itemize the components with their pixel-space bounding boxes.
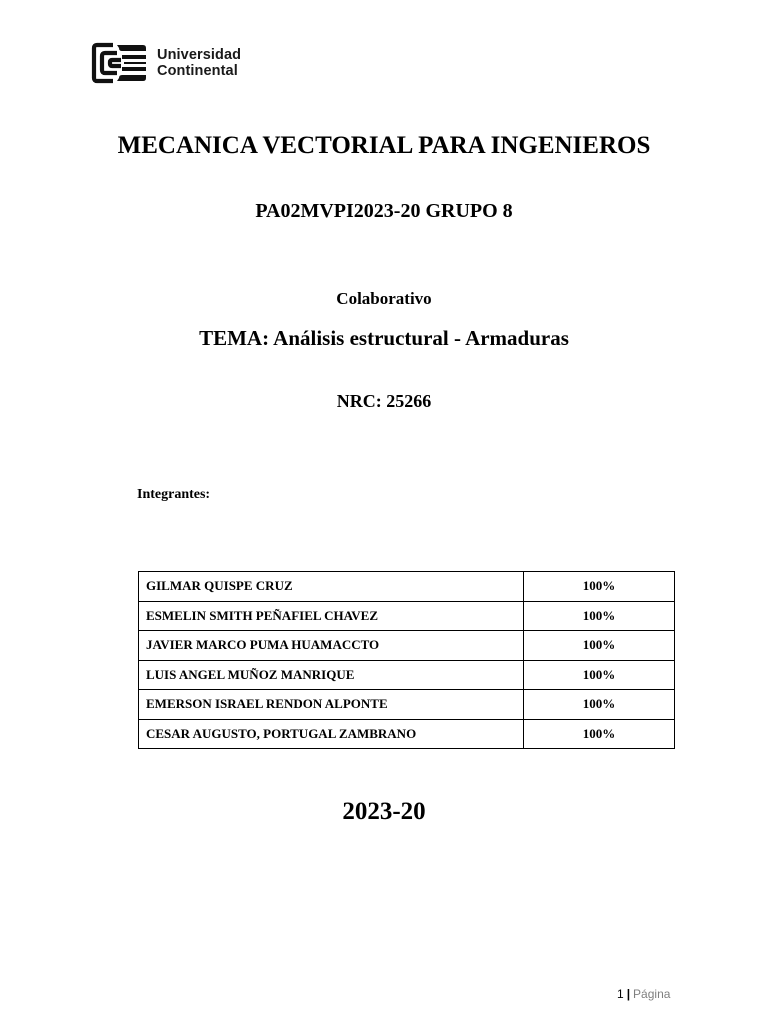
table-row [139,719,675,749]
page-number: 1 [617,987,624,1001]
member-participation: 100% [524,572,675,602]
topic-title: TEMA: Análisis estructural - Armaduras [199,326,569,350]
members-table [138,571,675,749]
university-name-line1: Universidad [157,47,242,63]
member-name: CESAR AUGUSTO, PORTUGAL ZAMBRANO [139,719,524,749]
member-participation: 100% [524,719,675,749]
members-label: Integrantes: [137,487,211,502]
university-logo-icon [91,42,149,84]
university-logo [91,42,241,84]
member-name: EMERSON ISRAEL RENDON ALPONTE [139,690,524,720]
table-row [139,572,675,602]
member-participation: 100% [524,660,675,690]
member-name: ESMELIN SMITH PEÑAFIEL CHAVEZ [139,601,524,631]
member-participation: 100% [524,631,675,661]
nrc-code: NRC: 25266 [336,391,432,411]
table-row [139,690,675,720]
assignment-type: Colaborativo [336,289,432,308]
member-participation: 100% [524,601,675,631]
academic-period: 2023-20 [342,798,426,825]
table-row [139,631,675,661]
page-separator: | [626,987,631,1001]
member-name: LUIS ANGEL MUÑOZ MANRIQUE [139,660,524,690]
page-label: Página [633,987,671,1001]
member-participation: 100% [524,690,675,720]
group-code: PA02MVPI2023-20 GRUPO 8 [255,200,513,222]
university-name [157,47,241,79]
page-footer [617,987,670,1001]
table-row [139,660,675,690]
university-name-line2: Continental [157,63,238,79]
member-name: GILMAR QUISPE CRUZ [139,572,524,602]
table-row [139,601,675,631]
course-title: MECANICA VECTORIAL PARA INGENIEROS [117,132,651,159]
member-name: JAVIER MARCO PUMA HUAMACCTO [139,631,524,661]
